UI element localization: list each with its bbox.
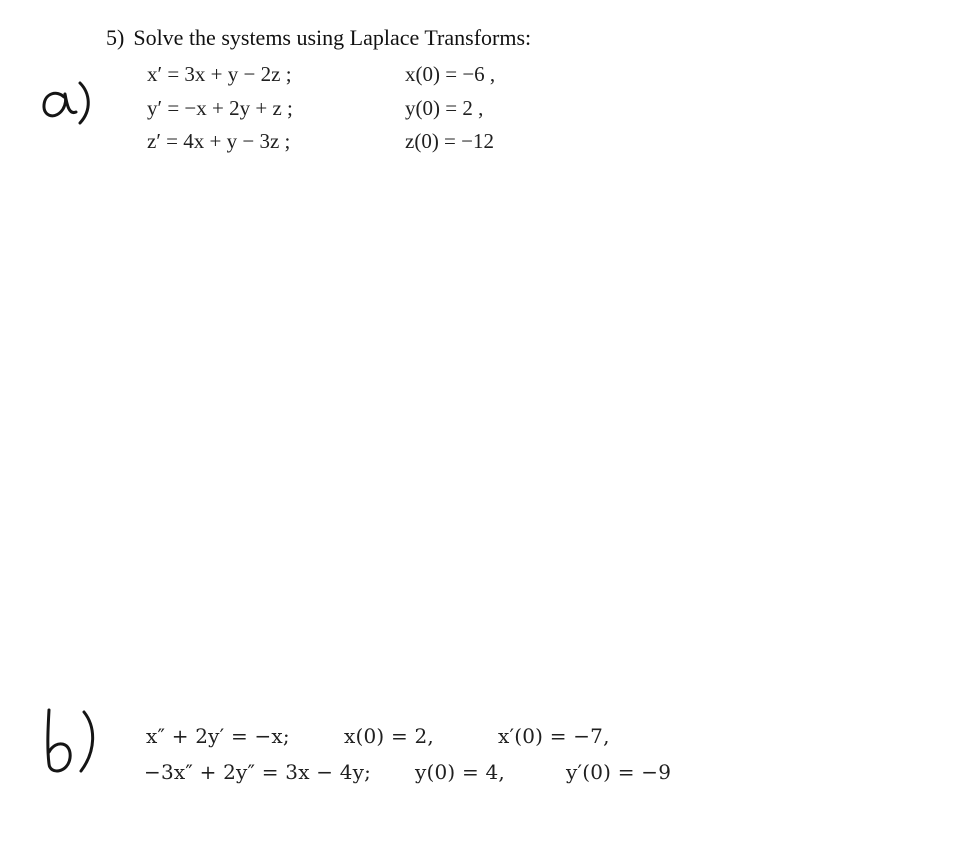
problem-number: 5) [106, 25, 125, 50]
part-a-handwritten-mark [38, 61, 96, 128]
part-a-handwritten-label [38, 61, 96, 128]
part-a-initial-condition-2: y(0) = 2 , [405, 96, 484, 120]
part-b-initial-condition-y0: y(0) = 4, [415, 760, 505, 784]
part-a-equation-1: x′ = 3x + y − 2z ; [147, 62, 292, 86]
problem-header [106, 24, 531, 52]
part-b-handwritten-mark [32, 685, 102, 782]
part-b-initial-condition-yprime0: y′(0) = −9 [566, 760, 672, 784]
part-b-handwritten-label [32, 685, 102, 782]
part-a-label-text: a) [38, 61, 55, 80]
part-b-initial-condition-x0: x(0) = 2, [344, 724, 434, 748]
part-b-equation-1: x″ + 2y′ = −x; [146, 724, 290, 748]
part-a-equation-2: y′ = −x + 2y + z ; [147, 96, 293, 120]
problem-title: Solve the systems using Laplace Transforms: [133, 25, 532, 50]
part-a-initial-condition-1: x(0) = −6 , [405, 62, 496, 86]
part-a-equation-3: z′ = 4x + y − 3z ; [147, 129, 291, 153]
part-b-label-text: b) [32, 685, 49, 704]
part-b-initial-condition-xprime0: x′(0) = −7, [498, 724, 610, 748]
part-b-equation-2: −3x″ + 2y″ = 3x − 4y; [144, 760, 372, 784]
part-a-initial-condition-3: z(0) = −12 [405, 129, 494, 153]
